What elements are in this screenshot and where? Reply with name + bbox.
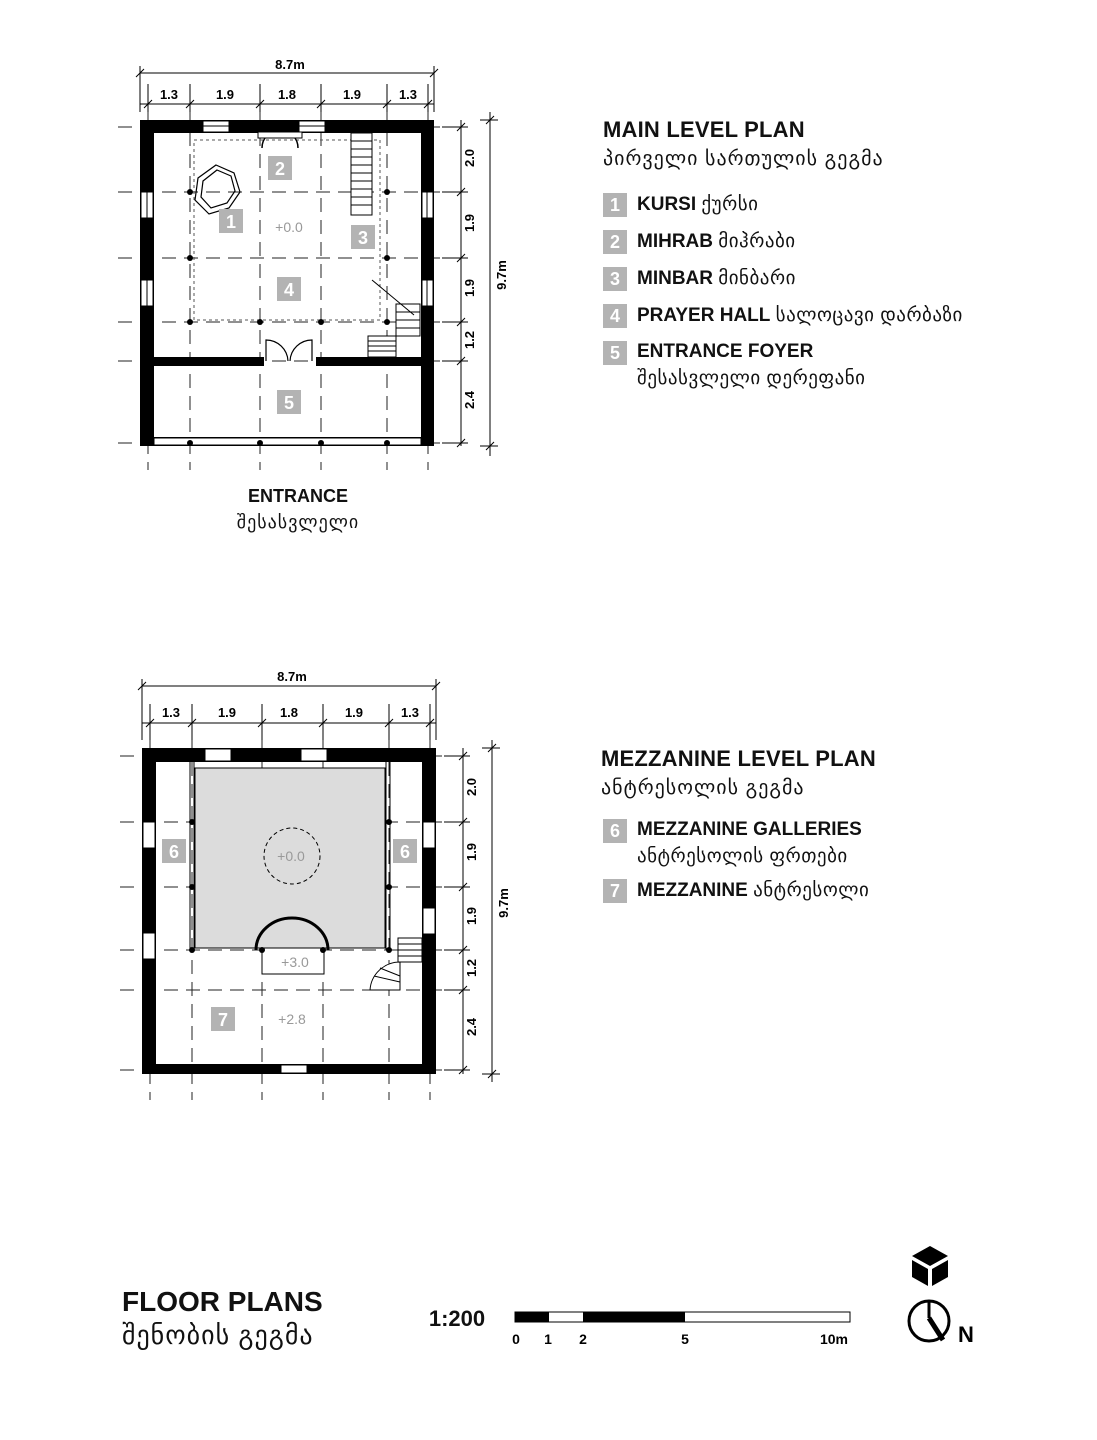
room-marker-6-left: 6 <box>168 842 180 862</box>
legend-ka: ქურსი <box>701 194 759 215</box>
scale-tick: 5 <box>681 1331 689 1347</box>
mezz-row-dim: 2.0 <box>464 777 479 797</box>
main-level-label: +0.0 <box>275 219 303 235</box>
legend-badge: 1 <box>603 193 627 217</box>
room-marker-5: 5 <box>283 393 295 413</box>
main-entrance-door <box>266 340 312 361</box>
legend-en: ENTRANCE FOYER <box>637 341 814 362</box>
legend-en: MINBAR <box>637 268 713 289</box>
legend-badge: 5 <box>603 341 627 365</box>
mezz-level-dome: +0.0 <box>277 848 305 864</box>
mezz-row-dim: 1.2 <box>464 958 479 978</box>
main-row-dim: 2.0 <box>462 148 477 168</box>
scale-tick: 2 <box>579 1331 587 1347</box>
main-row-dim: 1.2 <box>462 330 477 350</box>
legend-badge: 6 <box>603 819 627 843</box>
north-label: N <box>958 1322 974 1347</box>
legend-ka: ანტრესოლი <box>753 880 870 901</box>
legend-item-minbar <box>603 267 796 291</box>
mezz-plan-title-en: MEZZANINE LEVEL PLAN <box>601 746 876 771</box>
main-total-height: 9.7m <box>494 260 509 290</box>
main-row-dim: 2.4 <box>462 390 477 410</box>
main-row-dim: 1.9 <box>462 213 477 233</box>
mezz-col-dim: 1.3 <box>161 705 181 720</box>
room-marker-7: 7 <box>217 1010 229 1030</box>
entrance-label-en: ENTRANCE <box>247 486 349 506</box>
main-col-dim: 1.3 <box>159 87 179 102</box>
minbar-stairs <box>351 133 372 215</box>
legend-badge: 4 <box>603 304 627 328</box>
legend-en: MIHRAB <box>637 231 713 252</box>
main-dimension-labels <box>160 57 509 409</box>
legend-ka: მინბარი <box>718 268 796 289</box>
scale-tick: 0 <box>512 1331 520 1347</box>
mezz-total-height: 9.7m <box>496 888 511 918</box>
mezz-level-balcony: +3.0 <box>281 954 309 970</box>
legend-en: PRAYER HALL <box>637 305 771 326</box>
legend-ka: მიჰრაბი <box>718 231 796 252</box>
mezz-row-dim: 1.9 <box>464 842 479 862</box>
mezz-col-dim: 1.9 <box>217 705 237 720</box>
mezz-level-floor: +2.8 <box>278 1011 306 1027</box>
legend-item-prayer-hall <box>603 304 963 328</box>
main-col-dim: 1.9 <box>342 87 362 102</box>
legend-item-entrance-foyer <box>603 341 865 390</box>
main-plan-title-en: MAIN LEVEL PLAN <box>603 117 805 142</box>
legend-en: MEZZANINE GALLERIES <box>637 819 862 840</box>
entrance-label-ka: შესასვლელი <box>236 512 360 532</box>
mezz-row-dim: 1.9 <box>464 906 479 926</box>
main-col-dim: 1.8 <box>277 87 297 102</box>
mezz-row-dim: 2.4 <box>464 1017 479 1037</box>
room-marker-3: 3 <box>357 228 369 248</box>
mezz-total-width: 8.7m <box>277 669 307 684</box>
north-arrow-icon <box>909 1300 949 1341</box>
legend-item-mihrab <box>603 230 796 254</box>
main-level-plan <box>118 57 509 532</box>
kursi-shape <box>195 165 240 214</box>
legend-badge: 3 <box>603 267 627 291</box>
scale-bar <box>429 1306 850 1347</box>
legend-en: MEZZANINE <box>637 880 748 901</box>
legend-item-kursi <box>603 193 758 217</box>
legend-en: KURSI <box>637 194 697 215</box>
mezz-col-dim: 1.3 <box>400 705 420 720</box>
legend-badge: 2 <box>603 230 627 254</box>
legend-item-mezzanine <box>603 879 869 903</box>
main-col-dim: 1.3 <box>398 87 418 102</box>
page-title-en: FLOOR PLANS <box>122 1286 323 1317</box>
mezz-col-dim: 1.9 <box>344 705 364 720</box>
main-row-dim: 1.9 <box>462 278 477 298</box>
scale-ratio: 1:200 <box>428 1306 486 1331</box>
mezz-col-dim: 1.8 <box>279 705 299 720</box>
legend-ka: ანტრესოლის ფრთები <box>637 846 848 867</box>
corner-stair <box>368 280 420 357</box>
room-marker-2: 2 <box>274 159 286 179</box>
room-marker-1: 1 <box>225 212 237 232</box>
legend-ka: სალოცავი დარბაზი <box>775 305 963 326</box>
room-marker-6-right: 6 <box>399 842 411 862</box>
legend-item-mezzanine-galleries <box>603 819 862 868</box>
main-total-width: 8.7m <box>275 57 305 72</box>
main-col-dim: 1.9 <box>215 87 235 102</box>
room-marker-4: 4 <box>283 280 295 300</box>
scale-tick: 10m <box>819 1331 849 1347</box>
mezz-plan-title-ka: ანტრესოლის გეგმა <box>601 777 805 799</box>
main-plan-title-ka: პირველი სართულის გეგმა <box>603 148 884 170</box>
scale-tick: 1 <box>544 1331 552 1347</box>
legend-badge: 7 <box>603 879 627 903</box>
kaaba-icon <box>912 1246 948 1286</box>
mezzanine-level-plan <box>120 669 511 1100</box>
page-title-ka: შენობის გეგმა <box>122 1320 314 1350</box>
legend-ka: შესასვლელი დერეფანი <box>637 368 866 389</box>
